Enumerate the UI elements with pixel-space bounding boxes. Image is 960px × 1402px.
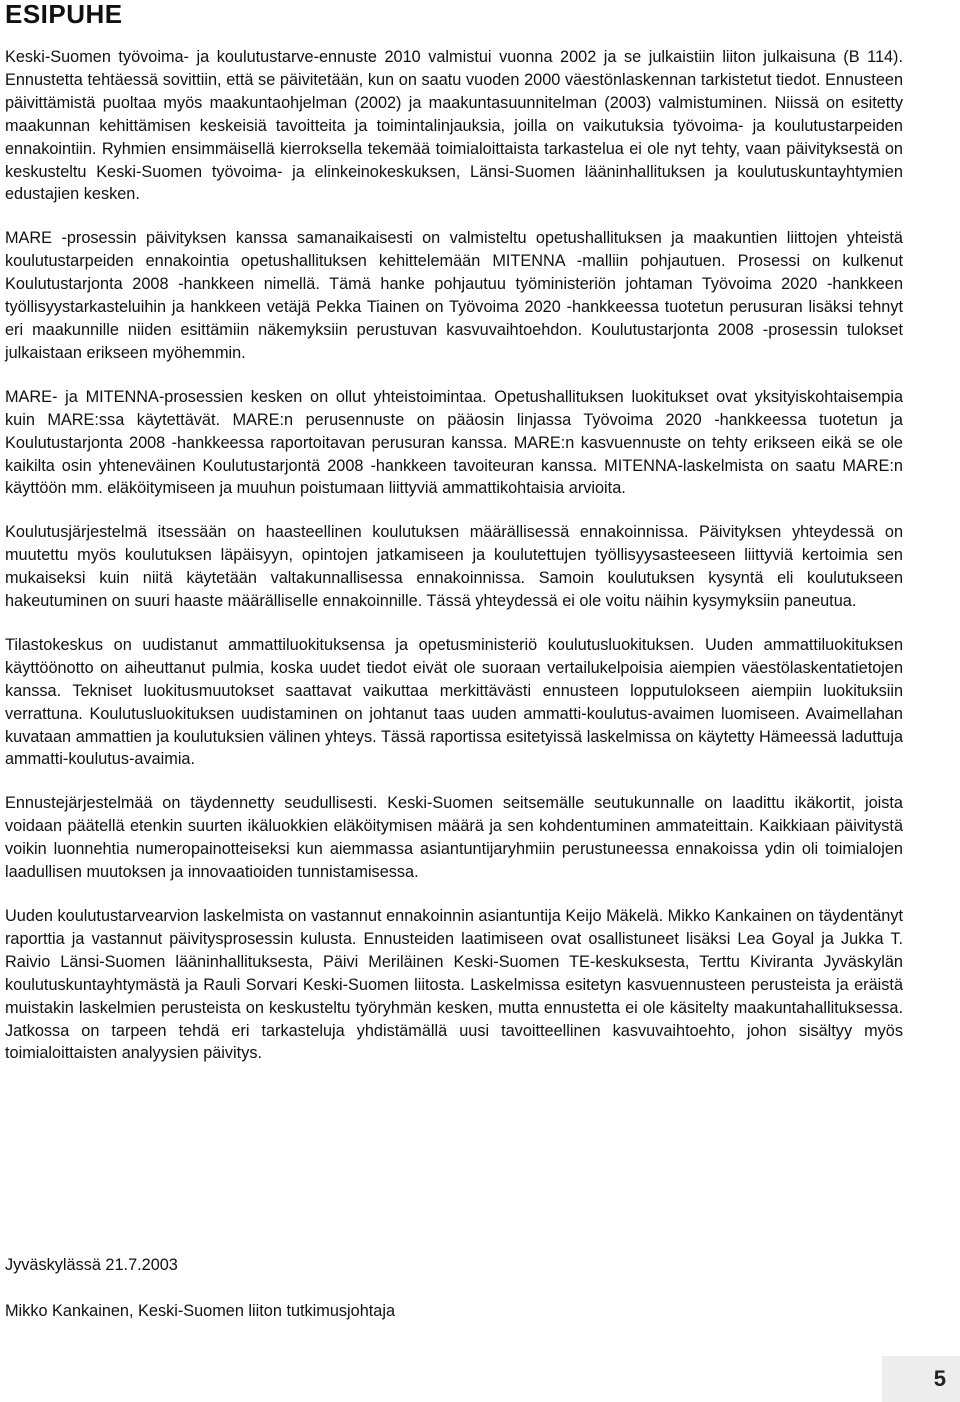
paragraph-7: Uuden koulutustarvearvion laskelmista on vastannut ennakoinnin asiantuntija Keijo Mäkelä. Mikko Kankainen on täydentänyt raporttia ja vastannut päivitysprosessin kulusta. Ennusteiden laatimiseen ovat osallistuneet lisäksi Lea Goyal ja Jukka T. Raivio Länsi-Suomen lääninhallituksesta, Päivi Meriläinen Keski-Suomen TE-keskuksesta, Terttu Kiviranta Jyväskylän koulutuskuntayhtymästä ja Rauli Sorvari Keski-Suomen liitosta. Laskelmissa esitetyn kasvuennusteen perusteista ja eräistä muistakin laskelmien perusteista on keskusteltu työryhmän kesken, mutta ennustetta ei ole käsitelty maakuntahallituksessa. Jatkossa on tarpeen tehdä eri tarkasteluja yhdistämällä uusi tavoitteellinen kasvuvaihtoehto, johon sisältyy myös toimialoittaisten analyysien päivitys. [5,907,903,1063]
place-and-date: Jyväskylässä 21.7.2003 [5,1256,178,1274]
document-page [5,0,903,1086]
document-body [5,46,903,1065]
page-title: ESIPUHE [5,0,123,29]
signature: Mikko Kankainen, Keski-Suomen liiton tutkimusjohtaja [5,1302,396,1320]
page-number: 5 [933,1366,946,1391]
paragraph-3: MARE- ja MITENNA-prosessien kesken on ollut yhteistoimintaa. Opetushallituksen luokitukset ovat yksityiskohtaisempia kuin MARE:ssa käytettävät. MARE:n perusennuste on pääosin linjassa Työvoima 2020 -hankkeessa tuotetun ja Koulutustarjonta 2008 -hankkeessa raportoitavan perusuran kanssa. MARE:n kasvuennuste on tehty erikseen eikä se ole kaikilta osin yhteneväinen Koulutustarjontä 2008 -hankkeen tavoiteuran kanssa. MITENNA-laskelmista on saatu MARE:n käyttöön mm. eläköitymiseen ja muuhun poistumaan liittyviä ammattikohtaisia arvioita. [5,387,903,498]
paragraph-2: MARE -prosessin päivityksen kanssa samanaikaisesti on valmisteltu opetushallituksen ja maakuntien liittojen yhteistä koulutustarpeiden ennakointia opetushallituksen kehittelemään MITENNA -malliin pohjautuen. Prosessi on kulkenut Koulutustarjonta 2008 -hankkeen nimellä. Tämä hanke pohjautuu työministeriön johtaman Työvoima 2020 -hankkeen työllisyystarkasteluihin ja hankkeen vetäjä Pekka Tiainen on Työvoima 2020 -hankkeessa tuotetun perusuran lisäksi tehnyt eri maakunnille niiden esittämiin näkemyksiin perustuvan kasvuvaihtoehdon. Koulutustarjonta 2008 -prosessin tulokset julkaistaan erikseen myöhemmin. [5,229,903,362]
page-number-box [882,1356,960,1402]
paragraph-6: Ennustejärjestelmää on täydennetty seudullisesti. Keski-Suomen seitsemälle seutukunnalle on laadittu ikäkortit, joista voidaan päätellä etenkin suurten ikäluokkien eläköitymisen määrä ja sen kohdentuminen ammateittain. Kaikkiaan päivitystä voikin luonnehtia numeropainotteiseksi kun aiemmassa asiantuntijaryhmiin perustuneessa ennakoissa ydin oli toimialojen laadullisen muutoksen ja innovaatioiden tunnistamisessa. [5,794,903,882]
paragraph-5: Tilastokeskus on uudistanut ammattiluokituksensa ja opetusministeriö koulutusluokituksen. Uuden ammattiluokituksen käyttöönotto on aiheuttanut pulmia, koska uudet tiedot eivät ole suoraan vertailukelpoisia aiempien väestölaskentatietojen kanssa. Tekniset luokitusmuutokset saattavat vaikuttaa merkittävästi ennusteen lopputulokseen aiempiin luokituksiin verrattuna. Koulutusluokituksen uudistaminen on johtanut taas uuden ammatti-koulutus-avaimen luomiseen. Avaimellahan kuvataan ammattien ja koulutuksien välinen yhteys. Tässä raportissa esitetyissä laskelmissa on käytetty Hämeessä laduttuja ammatti-koulutus-avaimia. [5,635,903,769]
paragraph-1: Keski-Suomen työvoima- ja koulutustarve-ennuste 2010 valmistui vuonna 2002 ja se julkaistiin liiton julkaisuna (B 114). Ennustetta tehtäessä sovittiin, että se päivitetään, kun on saatu vuoden 2000 väestönlaskennan tarkistetut tiedot. Ennusteen päivittämistä puoltaa myös maakuntaohjelman (2002) ja maakuntasuunnitelman (2003) valmistuminen. Niissä on esitetty maakunnan kehittämisen keskeisiä tavoitteita ja toimintalinjauksia, joilla on vaikutuksia työvoima- ja koulutustarpeiden ennakointiin. Ryhmien ensimmäisellä kierroksella tekemää toimialoittaista tarkastelua ei ole nyt tehty, vaan päivityksestä on keskusteltu Keski-Suomen työvoima- ja elinkeinokeskuksen, Länsi-Suomen lääninhallituksen ja koulutuskuntayhtymien edustajien kesken. [5,48,903,204]
paragraph-4: Koulutusjärjestelmä itsessään on haasteellinen koulutuksen määrällisessä ennakoinnissa. Päivityksen yhteydessä on muutettu myös koulutuksen läpäisyyn, opintojen jatkamiseen ja koulutettujen työllisyysasteeseen liittyviä kertoimia sen mukaiseksi kuin niitä käytetään valtakunnallisessa ennakoinnissa. Samoin koulutuksen kysyntä eli koulutukseen hakeutuminen on suuri haaste määrälliselle ennakoinnille. Tässä yhteydessä ei ole voitu näihin kysymyksiin paneutua. [5,523,903,611]
